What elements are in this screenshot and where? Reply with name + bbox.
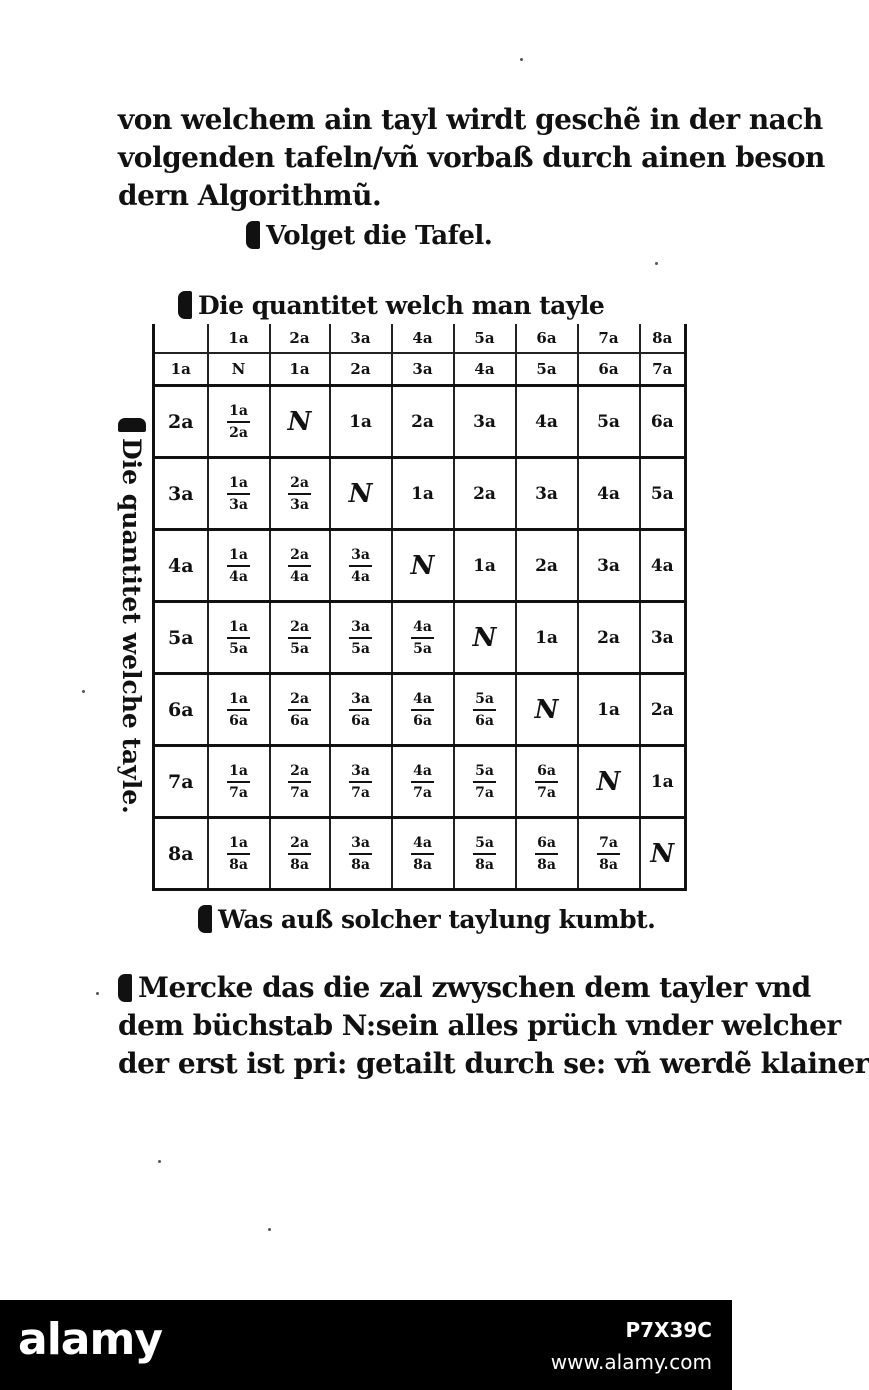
n-marker: N — [348, 478, 373, 509]
fraction — [349, 761, 372, 803]
fraction-denominator: 6a — [290, 712, 309, 729]
n-marker: N — [472, 622, 497, 653]
fraction-numerator: 2a — [288, 617, 311, 639]
table-cell — [330, 602, 392, 674]
table-cell — [270, 818, 330, 890]
fraction-numerator: 1a — [227, 545, 250, 567]
pilcrow-icon — [118, 974, 132, 1002]
column-header: 2a — [270, 324, 330, 353]
table-cell — [578, 818, 640, 890]
fraction-denominator: 7a — [229, 784, 248, 801]
row-label: 3a — [154, 458, 208, 530]
fraction-denominator: 2a — [229, 424, 248, 441]
n-marker: N — [596, 766, 621, 797]
pilcrow-icon — [246, 221, 260, 249]
table-cell — [392, 602, 454, 674]
fraction-numerator: 3a — [349, 545, 372, 567]
intro-line-1: von welchem ain tayl wirdt geschẽ in der nach — [118, 103, 823, 136]
top-caption — [178, 286, 604, 326]
table-cell — [208, 458, 270, 530]
row-label: 8a — [154, 818, 208, 890]
fraction-denominator: 6a — [475, 712, 494, 729]
table-cell — [208, 746, 270, 818]
fraction — [288, 761, 311, 803]
subheader-cell: N — [208, 353, 270, 386]
outro-line-3: der erst ist pri: getailt durch se: vñ werdẽ klainer — [118, 1047, 869, 1080]
table-cell — [270, 674, 330, 746]
fraction-numerator: 4a — [411, 617, 434, 639]
fraction-denominator: 5a — [290, 640, 309, 657]
watermark-url: www.alamy.com — [550, 1350, 712, 1374]
whole-value: 1a — [411, 483, 434, 504]
table-cell — [454, 746, 516, 818]
fraction-numerator: 2a — [288, 689, 311, 711]
fraction-denominator: 3a — [229, 496, 248, 513]
column-header: 3a — [330, 324, 392, 353]
fraction — [288, 833, 311, 875]
table-cell — [454, 386, 516, 458]
ink-speck — [96, 992, 99, 995]
subheader-cell: 5a — [516, 353, 578, 386]
whole-value: 1a — [535, 627, 558, 648]
whole-value: 3a — [597, 555, 620, 576]
fraction-numerator: 1a — [227, 617, 250, 639]
table-cell — [454, 674, 516, 746]
whole-value: 3a — [650, 627, 674, 648]
table-cell — [208, 602, 270, 674]
fraction — [411, 689, 434, 731]
whole-value: 3a — [535, 483, 558, 504]
fraction-numerator: 2a — [288, 473, 311, 495]
table-cell — [640, 602, 686, 674]
table-cell — [640, 458, 686, 530]
watermark-brand: alamy — [18, 1314, 162, 1365]
table-cell — [270, 458, 330, 530]
ink-speck — [268, 1228, 271, 1231]
row-label: 4a — [154, 530, 208, 602]
table-heading-text: Volget die Tafel. — [266, 221, 493, 251]
ink-speck — [655, 262, 658, 265]
fraction-denominator: 7a — [537, 784, 556, 801]
fraction — [349, 689, 372, 731]
fraction-denominator: 5a — [229, 640, 248, 657]
fraction — [473, 761, 496, 803]
side-caption-text: Die quantitet welche tayle. — [117, 438, 146, 814]
subheader-cell: 1a — [270, 353, 330, 386]
ink-speck — [520, 58, 523, 61]
table-row — [154, 674, 686, 746]
column-header: 7a — [578, 324, 640, 353]
corner-cell — [154, 324, 208, 353]
table-cell — [330, 818, 392, 890]
table-cell — [454, 602, 516, 674]
fraction-denominator: 8a — [351, 856, 370, 873]
pilcrow-icon — [118, 418, 146, 432]
fraction — [227, 833, 250, 875]
whole-value: 1a — [349, 411, 372, 432]
fraction-numerator: 1a — [227, 689, 250, 711]
table-cell — [640, 818, 686, 890]
subheader-row — [154, 353, 686, 386]
table-cell — [392, 674, 454, 746]
column-header-row — [154, 324, 686, 353]
fraction-numerator: 3a — [349, 833, 372, 855]
n-marker: N — [410, 550, 435, 581]
whole-value: 2a — [473, 483, 496, 504]
ink-speck — [82, 690, 85, 693]
fraction — [349, 617, 372, 659]
table-row — [154, 458, 686, 530]
table-cell — [516, 386, 578, 458]
table-cell — [270, 602, 330, 674]
table-cell — [578, 602, 640, 674]
column-header: 4a — [392, 324, 454, 353]
fraction-numerator: 2a — [288, 833, 311, 855]
table-cell — [330, 674, 392, 746]
fraction-denominator: 8a — [599, 856, 618, 873]
whole-value: 3a — [473, 411, 496, 432]
fraction-numerator: 2a — [288, 545, 311, 567]
whole-value: 4a — [650, 555, 674, 576]
table-cell — [454, 818, 516, 890]
fraction-denominator: 5a — [413, 640, 432, 657]
fraction — [411, 761, 434, 803]
table-cell — [392, 386, 454, 458]
fraction-numerator: 3a — [349, 761, 372, 783]
whole-value: 1a — [597, 699, 620, 720]
fraction — [227, 401, 250, 443]
fraction-denominator: 6a — [351, 712, 370, 729]
table-row — [154, 746, 686, 818]
table-cell — [330, 386, 392, 458]
fraction-denominator: 4a — [351, 568, 370, 585]
side-caption — [111, 418, 151, 838]
fraction — [227, 473, 250, 515]
fraction-denominator: 6a — [413, 712, 432, 729]
n-marker: N — [287, 406, 312, 437]
fraction-denominator: 7a — [351, 784, 370, 801]
fraction — [473, 833, 496, 875]
table-cell — [330, 530, 392, 602]
table-cell — [516, 602, 578, 674]
n-marker: N — [650, 838, 675, 869]
whole-value: 2a — [411, 411, 434, 432]
table-cell — [578, 530, 640, 602]
fraction — [288, 617, 311, 659]
fraction-numerator: 6a — [535, 833, 558, 855]
column-header: 8a — [640, 324, 686, 353]
fraction-denominator: 6a — [229, 712, 248, 729]
fraction-numerator: 4a — [411, 761, 434, 783]
fraction-numerator: 3a — [349, 617, 372, 639]
row-label: 5a — [154, 602, 208, 674]
table-cell — [208, 386, 270, 458]
table-heading — [246, 216, 492, 256]
table-cell — [270, 530, 330, 602]
whole-value: 1a — [473, 555, 496, 576]
outro-line-1 — [118, 968, 811, 1008]
fraction-numerator: 1a — [227, 401, 250, 423]
fraction — [411, 617, 434, 659]
whole-value: 2a — [535, 555, 558, 576]
table-cell — [640, 530, 686, 602]
table-cell — [516, 674, 578, 746]
subheader-cell: 6a — [578, 353, 640, 386]
table-cell — [330, 458, 392, 530]
whole-value: 2a — [597, 627, 620, 648]
fraction-denominator: 7a — [290, 784, 309, 801]
fraction-denominator: 8a — [290, 856, 309, 873]
table-cell — [208, 818, 270, 890]
table-cell — [208, 530, 270, 602]
fraction — [597, 833, 620, 875]
fraction-denominator: 5a — [351, 640, 370, 657]
fraction-numerator: 1a — [227, 833, 250, 855]
row-label: 7a — [154, 746, 208, 818]
fraction — [411, 833, 434, 875]
intro-line-2: volgenden tafeln/vñ vorbaß durch ainen beson — [118, 141, 825, 174]
table-cell — [270, 746, 330, 818]
table-cell — [330, 746, 392, 818]
bottom-caption-text: Was auß solcher taylung kumbt. — [218, 905, 656, 934]
fraction-numerator: 7a — [597, 833, 620, 855]
fraction — [227, 689, 250, 731]
column-header: 5a — [454, 324, 516, 353]
pilcrow-icon — [198, 905, 212, 933]
table-cell — [392, 530, 454, 602]
whole-value: 4a — [597, 483, 620, 504]
table-cell — [516, 458, 578, 530]
fraction — [535, 833, 558, 875]
whole-value: 6a — [650, 411, 674, 432]
whole-value: 4a — [535, 411, 558, 432]
fraction-numerator: 6a — [535, 761, 558, 783]
fraction — [227, 617, 250, 659]
fraction-denominator: 7a — [475, 784, 494, 801]
outro-line-2: dem büchstab N:sein alles prüch vnder welcher — [118, 1009, 841, 1042]
watermark-code: P7X39C — [625, 1318, 712, 1342]
fraction-numerator: 5a — [473, 689, 496, 711]
top-caption-text: Die quantitet welch man tayle — [198, 291, 605, 320]
fraction-numerator: 2a — [288, 761, 311, 783]
table-row — [154, 602, 686, 674]
table-cell — [392, 746, 454, 818]
fraction — [473, 689, 496, 731]
fraction — [227, 761, 250, 803]
table-cell — [516, 818, 578, 890]
fraction-denominator: 8a — [475, 856, 494, 873]
fraction-denominator: 4a — [229, 568, 248, 585]
table-cell — [578, 458, 640, 530]
table-cell — [578, 386, 640, 458]
table-cell — [454, 458, 516, 530]
table-cell — [640, 386, 686, 458]
outro-line-1-text: Mercke das die zal zwyschen dem tayler vnd — [138, 971, 811, 1004]
ink-speck — [158, 1160, 161, 1163]
table-row — [154, 818, 686, 890]
fraction — [288, 545, 311, 587]
table-row — [154, 386, 686, 458]
table-cell — [578, 674, 640, 746]
fraction-denominator: 8a — [413, 856, 432, 873]
table-row — [154, 530, 686, 602]
fraction-denominator: 8a — [537, 856, 556, 873]
fraction — [349, 545, 372, 587]
fraction-numerator: 1a — [227, 761, 250, 783]
division-table — [152, 324, 687, 891]
fraction-numerator: 3a — [349, 689, 372, 711]
row-label: 2a — [154, 386, 208, 458]
subheader-cell: 3a — [392, 353, 454, 386]
fraction-numerator: 4a — [411, 689, 434, 711]
table-cell — [516, 746, 578, 818]
whole-value: 1a — [650, 771, 674, 792]
whole-value: 2a — [650, 699, 674, 720]
fraction — [227, 545, 250, 587]
pilcrow-icon — [178, 291, 192, 319]
subheader-cell: 4a — [454, 353, 516, 386]
table-cell — [270, 386, 330, 458]
table-cell — [578, 746, 640, 818]
subheader-cell: 2a — [330, 353, 392, 386]
subheader-cell: 7a — [640, 353, 686, 386]
bottom-caption — [198, 900, 655, 940]
fraction-numerator: 1a — [227, 473, 250, 495]
table-cell — [392, 458, 454, 530]
fraction-numerator: 4a — [411, 833, 434, 855]
fraction — [535, 761, 558, 803]
fraction-denominator: 8a — [229, 856, 248, 873]
table-cell — [208, 674, 270, 746]
fraction-denominator: 3a — [290, 496, 309, 513]
n-marker: N — [534, 694, 559, 725]
table-cell — [392, 818, 454, 890]
table-cell — [640, 746, 686, 818]
column-header: 1a — [208, 324, 270, 353]
column-header: 6a — [516, 324, 578, 353]
whole-value: 5a — [650, 483, 674, 504]
fraction — [288, 473, 311, 515]
table-cell — [454, 530, 516, 602]
whole-value: 5a — [597, 411, 620, 432]
table-cell — [516, 530, 578, 602]
fraction — [288, 689, 311, 731]
intro-line-3: dern Algorithmũ. — [118, 179, 382, 212]
fraction-numerator: 5a — [473, 833, 496, 855]
fraction-denominator: 4a — [290, 568, 309, 585]
fraction — [349, 833, 372, 875]
fraction-numerator: 5a — [473, 761, 496, 783]
row-label: 1a — [154, 353, 208, 386]
fraction-denominator: 7a — [413, 784, 432, 801]
row-label: 6a — [154, 674, 208, 746]
table-cell — [640, 674, 686, 746]
